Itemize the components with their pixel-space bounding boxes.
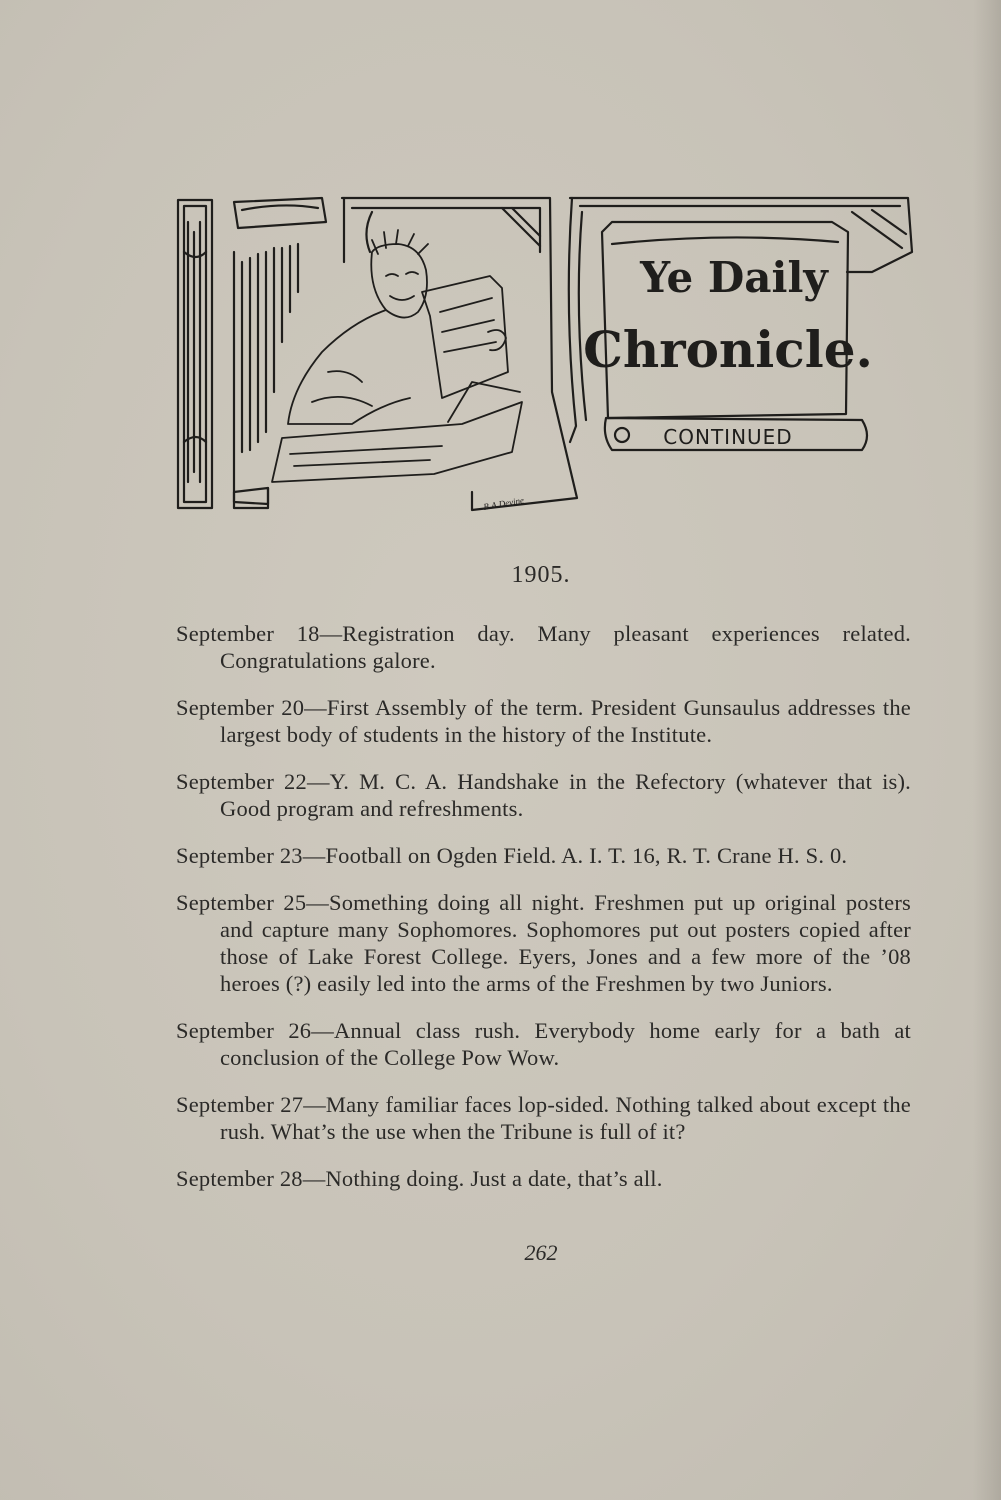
page-number: 262 <box>524 1240 558 1265</box>
entry-date: September 28 <box>176 1166 303 1191</box>
banner-subtitle: CONTINUED <box>663 425 793 449</box>
entry-text: —Y. M. C. A. Handshake in the Refectory (whatever that is). Good program and refreshments. <box>220 769 911 821</box>
entry-september-26 <box>176 1017 911 1071</box>
chronicle-title-line1: Ye Daily <box>640 253 828 302</box>
entry-text: —Registration day. Many pleasant experiences related. Congratulations galore. <box>220 621 911 673</box>
entry-date: September 20 <box>176 695 305 720</box>
page-edge-shadow <box>973 0 1001 1500</box>
inner-column-ornament <box>234 198 326 508</box>
entry-date: September 25 <box>176 890 307 915</box>
entry-text: —Many familiar faces lop-sided. Nothing talked about except the rush. What’s the use when the Tribune is full of it? <box>220 1092 911 1144</box>
entry-text: —Something doing all night. Freshmen put up original posters and capture many Sophomores. Sophomores put out posters copied after those of Lake Forest College. Eyers, Jones and a few more of the ’08 heroes (?) easily led into the arms of the Freshmen by two Juniors. <box>220 890 911 996</box>
header-illustration <box>172 192 917 522</box>
entry-september-22 <box>176 768 911 822</box>
entry-text: —Football on Ogden Field. A. I. T. 16, R. T. Crane H. S. 0. <box>302 843 848 868</box>
entry-september-28 <box>176 1165 911 1192</box>
entry-september-25 <box>176 889 911 997</box>
entry-text: —Annual class rush. Everybody home early for a bath at conclusion of the College Pow Wow. <box>220 1018 911 1070</box>
entry-date: September 18 <box>176 621 320 646</box>
chronicle-title-line2: Chronicle. <box>583 320 873 379</box>
boy-reading-figure <box>272 230 522 482</box>
entry-date: September 22 <box>176 769 307 794</box>
left-column-ornament <box>178 200 212 508</box>
year-heading: 1905. <box>511 562 571 588</box>
entry-date: September 23 <box>176 843 303 868</box>
entry-text: —Nothing doing. Just a date, that’s all. <box>302 1166 663 1191</box>
entry-date: September 26 <box>176 1018 312 1043</box>
entry-september-18 <box>176 620 911 674</box>
entry-september-20 <box>176 694 911 748</box>
chronicle-entries <box>176 620 911 1212</box>
entry-september-27 <box>176 1091 911 1145</box>
entry-september-23 <box>176 842 911 869</box>
entry-text: —First Assembly of the term. President Gunsaulus addresses the largest body of students in the history of the Institute. <box>220 695 911 747</box>
artist-signature: B.A.Devine <box>482 495 525 512</box>
entry-date: September 27 <box>176 1092 304 1117</box>
